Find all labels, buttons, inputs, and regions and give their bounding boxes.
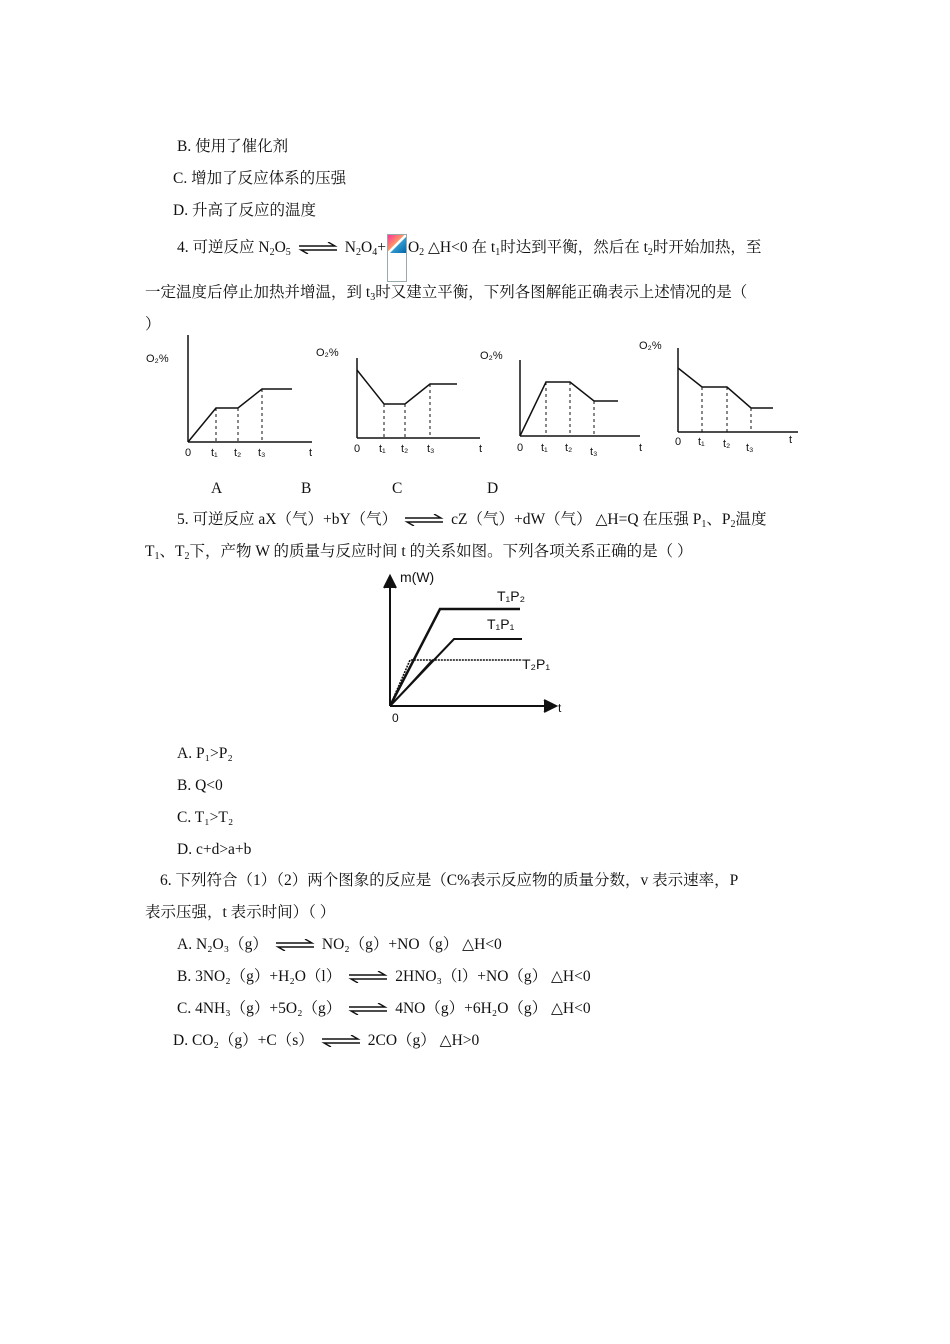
- q4-option-a: A: [211, 480, 223, 497]
- graph-b-t3: t₃: [427, 443, 435, 455]
- graph-d-t2: t₂: [723, 438, 731, 450]
- graph-d-t1: t₁: [698, 436, 705, 448]
- graph-b-curve: [357, 370, 457, 404]
- q5-ylabel: m(W): [400, 569, 435, 585]
- curve-t1p1: [390, 639, 522, 706]
- q3-option-b: B. 使用了催化剂: [177, 138, 289, 155]
- q3-option-c: C. 增加了反应体系的压强: [173, 170, 347, 187]
- graph-a-ylabel: O₂%: [146, 353, 169, 365]
- q6-option-d: D. CO₂（g）+C（s） 2CO（g） △H>0: [173, 1032, 480, 1049]
- graph-b-axes: [357, 358, 480, 438]
- graph-c-t3: t₃: [590, 446, 598, 458]
- q5-graph: [370, 566, 580, 726]
- q5-option-c: C. T₁>T₂: [177, 809, 234, 826]
- q5-origin: 0: [392, 711, 399, 725]
- graph-c-t-axis: t: [639, 442, 643, 454]
- q6-option-c: C. 4NH₃（g）+5O₂（g） 4NO（g）+6H₂O（g） △H<0: [177, 1000, 591, 1017]
- q4-stem-line3: ）: [145, 316, 161, 333]
- graph-b-t2: t₂: [401, 443, 409, 455]
- graph-a-t1: t₁: [211, 447, 218, 459]
- graph-a-t-axis: t: [309, 447, 313, 459]
- q6-option-b: B. 3NO₂（g）+H₂O（l） 2HNO₃（l）+NO（g） △H<0: [177, 968, 591, 985]
- graph-c-ylabel: O₂%: [480, 350, 503, 362]
- q4-option-b: B: [301, 480, 312, 497]
- q6-option-a: A. N₂O₃（g） NO₂（g）+NO（g） △H<0: [177, 936, 502, 953]
- graph-d-ylabel: O₂%: [639, 340, 662, 352]
- graph-a-curve: [188, 389, 292, 442]
- label-t1p2: T₁P₂: [497, 588, 526, 604]
- q6-stem-line1: 6. 下列符合（1）（2）两个图象的反应是（C%表示反应物的质量分数，v 表示速率，P: [160, 872, 739, 889]
- graph-a-t3: t₃: [258, 447, 266, 459]
- graph-b-origin: 0: [354, 443, 361, 455]
- equilibrium-arrow-icon: [347, 1003, 389, 1015]
- q4-stem-line2: 一定温度后停止加热并增温，到 $t_3$时又建立平衡，下列各图解能正确表示上述情况的是（: [145, 284, 748, 303]
- equilibrium-arrow-icon: [274, 939, 316, 951]
- graph-a-t2: t₂: [234, 447, 242, 459]
- graph-b-t1: t₁: [379, 443, 386, 455]
- graph-d-t3: t₃: [746, 442, 754, 454]
- equilibrium-arrow-icon: [347, 971, 389, 983]
- graph-c-curve: [520, 382, 618, 436]
- q4-graphs: [140, 335, 820, 465]
- graph-c-t2: t₂: [565, 442, 573, 454]
- label-t1p1: T₁P₁: [487, 616, 515, 632]
- q4-stem-line1: 4. 可逆反应 $N_2O_5$ $N_2O_4+$ $O_2$ △H<0 在 $t_1$时达到平衡，然后在 $t_2$时开始加热，至: [177, 234, 761, 282]
- q5-xlabel: t: [558, 701, 562, 715]
- graph-c-origin: 0: [517, 442, 524, 454]
- equilibrium-arrow-icon: [403, 514, 445, 526]
- equilibrium-arrow-icon: [297, 242, 339, 254]
- q5-option-a: A. P₁>P₂: [177, 745, 233, 762]
- q5-option-d: D. c+d>a+b: [177, 841, 252, 858]
- q3-option-d: D. 升高了反应的温度: [173, 202, 316, 219]
- graph-c-t1: t₁: [541, 442, 548, 454]
- equilibrium-arrow-icon: [320, 1035, 362, 1047]
- label-t2p1: T₂P₁: [522, 656, 551, 672]
- q5-stem-line1: 5. 可逆反应 aX（气）+bY（气） cZ（气）+dW（气） △H=Q 在压强 $P_1$、$P_2$温度: [177, 511, 767, 530]
- graph-d-t-axis: t: [789, 434, 793, 446]
- graph-d-axes: [678, 348, 798, 432]
- graph-a-origin: 0: [185, 447, 192, 459]
- q4-option-c: C: [392, 480, 403, 497]
- graph-b-ylabel: O₂%: [316, 347, 339, 359]
- q5-stem-line2: $T_1$、$T_2$下，产物 W 的质量与反应时间 t 的关系如图。下列各项关系正确的是（ ）: [145, 543, 693, 562]
- q5-option-b: B. Q<0: [177, 777, 223, 794]
- q4-option-d: D: [487, 480, 499, 497]
- broken-image-icon: [387, 234, 407, 282]
- graph-d-origin: 0: [675, 436, 682, 448]
- q6-stem-line2: 表示压强，t 表示时间）（ ）: [145, 904, 336, 921]
- graph-a-axes: [188, 335, 312, 442]
- graph-b-t-axis: t: [479, 443, 483, 455]
- graph-d-curve: [678, 368, 773, 408]
